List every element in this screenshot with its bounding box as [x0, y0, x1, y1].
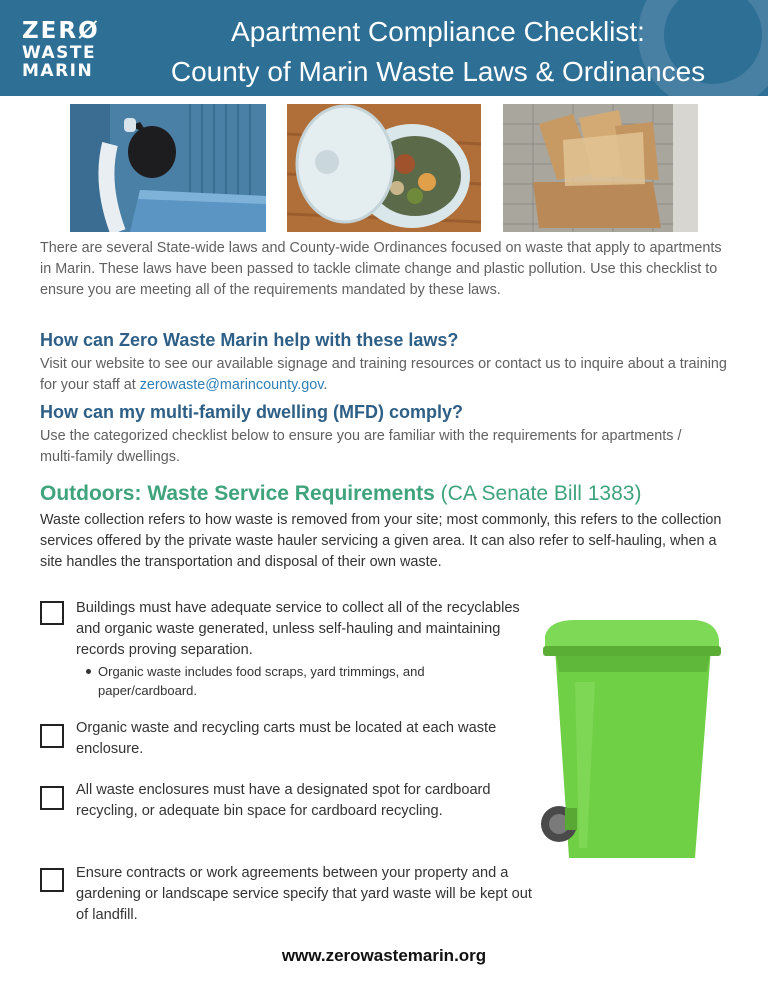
- page-title: [118, 12, 758, 92]
- help-paragraph: [40, 354, 730, 396]
- compost-bin-photo: [287, 104, 481, 232]
- checklist-item-4: Ensure contracts or work agreements between your property and a gardening or landscape service specify that yard waste will be kept out of landfill.: [76, 865, 532, 923]
- website-footer[interactable]: www.zerowastemarin.org: [281, 946, 487, 965]
- trash-bag-photo: [70, 104, 266, 232]
- help-heading: How can Zero Waste Marin help with these laws?: [40, 330, 459, 350]
- logo-line-zero: ZERØ: [22, 18, 100, 44]
- header-banner: [0, 0, 768, 96]
- title-line-2: County of Marin Waste Laws & Ordinances: [170, 56, 706, 87]
- title-line-1: Apartment Compliance Checklist:: [231, 16, 645, 47]
- checkbox-2[interactable]: [40, 724, 64, 748]
- checklist-item-3: All waste enclosures must have a designated spot for cardboard recycling, or adequate bin space for cardboard recycling.: [76, 782, 491, 819]
- section-title: [40, 482, 641, 506]
- comply-paragraph: Use the categorized checklist below to ensure you are familiar with the requirements for apartments / multi-family dwellings.: [40, 428, 682, 465]
- checkbox-4[interactable]: [40, 868, 64, 892]
- logo-line-waste: WASTE: [22, 43, 97, 63]
- section-title-main: Outdoors: Waste Service Requirements: [40, 482, 435, 505]
- green-cart-image: [535, 612, 725, 874]
- help-text: Visit our website to see our available signage and training resources or contact us to inquire about a training for your staff at: [40, 356, 727, 393]
- bullet-note: Organic waste includes food scraps, yard trimmings, and paper/cardboard.: [98, 662, 518, 700]
- intro-paragraph: There are several State-wide laws and County-wide Ordinances focused on waste that apply to apartments in Marin. These laws have been passed to tackle climate change and plastic pollution. Use this checklist to ensure you are meeting all of the requirements mandated by these laws.: [40, 240, 722, 298]
- comply-heading: How can my multi-family dwelling (MFD) comply?: [40, 402, 464, 422]
- logo-line-marin: MARIN: [22, 61, 94, 81]
- checklist-item-2: Organic waste and recycling carts must be located at each waste enclosure.: [76, 720, 497, 757]
- section-subtitle: (CA Senate Bill 1383): [440, 482, 642, 505]
- email-link[interactable]: zerowaste@marincounty.gov: [139, 377, 324, 393]
- section-paragraph: Waste collection refers to how waste is removed from your site; most commonly, this refers to the collection services offered by the private waste hauler servicing a given area. It can also refer to self-hauling, when a site handles the transportation and disposal of their own waste.: [40, 512, 722, 570]
- help-end: .: [323, 377, 328, 393]
- checklist-item-1: Buildings must have adequate service to collect all of the recyclables and organic waste generated, unless self-hauling and maintaining records proving separation.: [76, 600, 520, 658]
- cardboard-box-photo: [503, 104, 698, 232]
- zero-waste-marin-logo[interactable]: [22, 20, 100, 80]
- checkbox-3[interactable]: [40, 786, 64, 810]
- checkbox-1[interactable]: [40, 601, 64, 625]
